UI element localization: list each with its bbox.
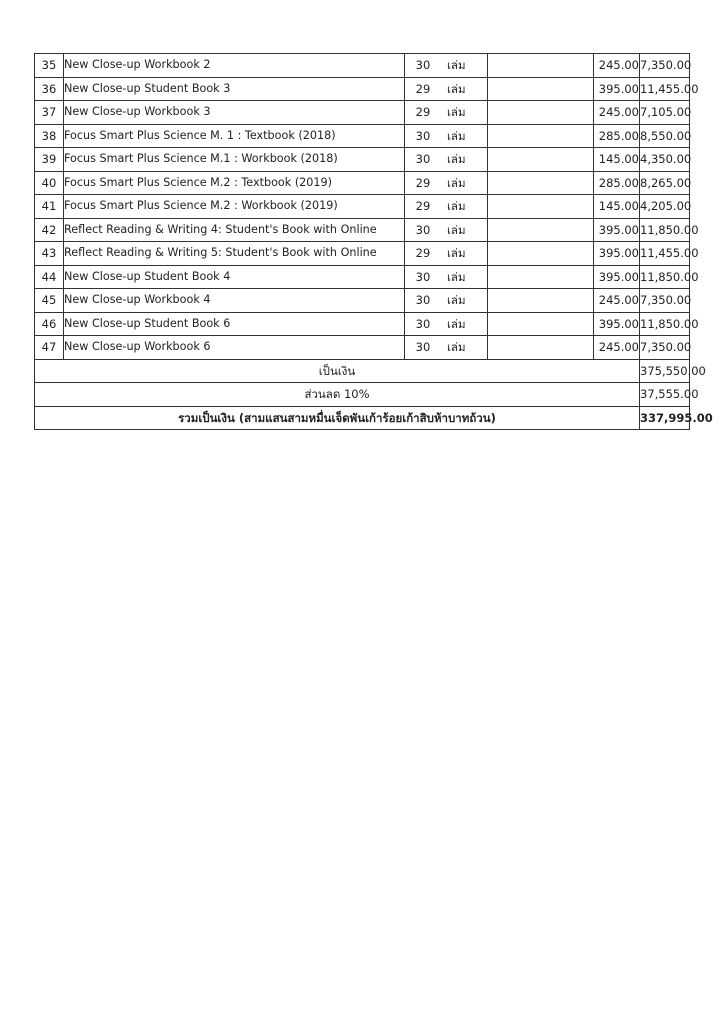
discount-amount: 37,555.00 — [640, 383, 690, 407]
row-number: 39 — [35, 148, 64, 172]
quantity: 29 — [415, 199, 431, 214]
row-number: 45 — [35, 289, 64, 313]
line-amount: 11,850.00 — [640, 312, 690, 336]
row-number: 38 — [35, 124, 64, 148]
discount-row — [35, 383, 690, 407]
item-name: New Close-up Workbook 6 — [64, 336, 405, 360]
unit: เล่ม — [447, 316, 466, 331]
row-number: 36 — [35, 77, 64, 101]
item-name: Focus Smart Plus Science M.2 : Textbook (2019) — [64, 171, 405, 195]
table-row — [35, 218, 690, 242]
line-amount: 7,105.00 — [640, 101, 690, 125]
unit: เล่ม — [447, 128, 466, 143]
summary-body — [35, 359, 713, 430]
table-row — [35, 54, 690, 78]
quantity: 30 — [415, 340, 431, 355]
unit: เล่ม — [447, 152, 466, 167]
blank-cell — [488, 336, 594, 360]
item-name: Reflect Reading & Writing 5: Student's Book with Online — [64, 242, 405, 266]
blank-cell — [488, 171, 594, 195]
quantity-cell — [405, 101, 488, 125]
unit: เล่ม — [447, 105, 466, 120]
line-amount: 7,350.00 — [640, 54, 690, 78]
blank-cell — [488, 218, 594, 242]
unit-price: 145.00 — [594, 148, 640, 172]
quantity: 30 — [415, 293, 431, 308]
item-name: New Close-up Workbook 4 — [64, 289, 405, 313]
quantity: 30 — [415, 128, 431, 143]
unit: เล่ม — [447, 175, 466, 190]
unit: เล่ม — [447, 293, 466, 308]
total-label: รวมเป็นเงิน (สามแสนสามหมื่นเจ็ดพันเก้าร้อยเก้าสิบห้าบาทถ้วน) — [35, 406, 640, 430]
unit-price: 145.00 — [594, 195, 640, 219]
row-number: 46 — [35, 312, 64, 336]
unit-price: 245.00 — [594, 54, 640, 78]
row-number: 43 — [35, 242, 64, 266]
blank-cell — [488, 265, 594, 289]
item-name: New Close-up Student Book 6 — [64, 312, 405, 336]
quantity: 30 — [415, 152, 431, 167]
table-row — [35, 242, 690, 266]
unit-price: 285.00 — [594, 124, 640, 148]
quantity-cell — [405, 195, 488, 219]
item-name: Focus Smart Plus Science M.1 : Workbook (2018) — [64, 148, 405, 172]
quantity: 30 — [415, 222, 431, 237]
table-row — [35, 148, 690, 172]
row-number: 42 — [35, 218, 64, 242]
table-row — [35, 171, 690, 195]
unit: เล่ม — [447, 199, 466, 214]
quantity-cell — [405, 77, 488, 101]
unit: เล่ม — [447, 58, 466, 73]
table-row — [35, 195, 690, 219]
table-row — [35, 336, 690, 360]
unit-price: 395.00 — [594, 265, 640, 289]
subtotal-amount: 375,550.00 — [640, 359, 690, 383]
blank-cell — [488, 124, 594, 148]
quantity-cell — [405, 124, 488, 148]
unit: เล่ม — [447, 222, 466, 237]
line-amount: 8,550.00 — [640, 124, 690, 148]
quantity: 29 — [415, 81, 431, 96]
quantity: 29 — [415, 175, 431, 190]
line-amount: 11,850.00 — [640, 218, 690, 242]
quantity-cell — [405, 148, 488, 172]
line-amount: 11,455.00 — [640, 77, 690, 101]
item-name: New Close-up Workbook 2 — [64, 54, 405, 78]
unit: เล่ม — [447, 246, 466, 261]
row-number: 40 — [35, 171, 64, 195]
unit-price: 245.00 — [594, 101, 640, 125]
blank-cell — [488, 289, 594, 313]
item-name: Focus Smart Plus Science M. 1 : Textbook (2018) — [64, 124, 405, 148]
quantity-cell — [405, 289, 488, 313]
blank-cell — [488, 54, 594, 78]
row-number: 47 — [35, 336, 64, 360]
item-name: New Close-up Workbook 3 — [64, 101, 405, 125]
line-amount: 8,265.00 — [640, 171, 690, 195]
unit: เล่ม — [447, 81, 466, 96]
table-row — [35, 312, 690, 336]
row-number: 41 — [35, 195, 64, 219]
quantity-cell — [405, 312, 488, 336]
item-name: New Close-up Student Book 3 — [64, 77, 405, 101]
unit-price: 395.00 — [594, 242, 640, 266]
unit-price: 395.00 — [594, 218, 640, 242]
line-amount: 11,455.00 — [640, 242, 690, 266]
unit: เล่ม — [447, 269, 466, 284]
item-name: New Close-up Student Book 4 — [64, 265, 405, 289]
unit-price: 395.00 — [594, 312, 640, 336]
row-number: 44 — [35, 265, 64, 289]
subtotal-label: เป็นเงิน — [35, 359, 640, 383]
quantity-cell — [405, 242, 488, 266]
item-name: Reflect Reading & Writing 4: Student's Book with Online — [64, 218, 405, 242]
line-amount: 7,350.00 — [640, 289, 690, 313]
row-number: 37 — [35, 101, 64, 125]
unit-price: 245.00 — [594, 289, 640, 313]
line-amount: 11,850.00 — [640, 265, 690, 289]
blank-cell — [488, 77, 594, 101]
line-amount: 4,205.00 — [640, 195, 690, 219]
blank-cell — [488, 312, 594, 336]
unit-price: 245.00 — [594, 336, 640, 360]
line-amount: 4,350.00 — [640, 148, 690, 172]
quantity: 29 — [415, 246, 431, 261]
quantity-cell — [405, 54, 488, 78]
quantity-cell — [405, 218, 488, 242]
quantity: 29 — [415, 105, 431, 120]
row-number: 35 — [35, 54, 64, 78]
unit-price: 395.00 — [594, 77, 640, 101]
blank-cell — [488, 101, 594, 125]
unit-price: 285.00 — [594, 171, 640, 195]
quantity-cell — [405, 265, 488, 289]
table-row — [35, 289, 690, 313]
unit: เล่ม — [447, 340, 466, 355]
table-row — [35, 77, 690, 101]
subtotal-row — [35, 359, 690, 383]
order-table — [34, 53, 713, 430]
item-name: Focus Smart Plus Science M.2 : Workbook (2019) — [64, 195, 405, 219]
blank-cell — [488, 195, 594, 219]
blank-cell — [488, 148, 594, 172]
total-row — [35, 406, 690, 430]
quantity-cell — [405, 171, 488, 195]
total-amount: 337,995.00 — [640, 406, 690, 430]
table-body — [35, 54, 699, 360]
quantity: 30 — [415, 269, 431, 284]
quantity: 30 — [415, 316, 431, 331]
table-row — [35, 124, 690, 148]
quantity-cell — [405, 336, 488, 360]
discount-label: ส่วนลด 10% — [35, 383, 640, 407]
quantity: 30 — [415, 58, 431, 73]
table-row — [35, 265, 690, 289]
line-amount: 7,350.00 — [640, 336, 690, 360]
table-row — [35, 101, 690, 125]
blank-cell — [488, 242, 594, 266]
